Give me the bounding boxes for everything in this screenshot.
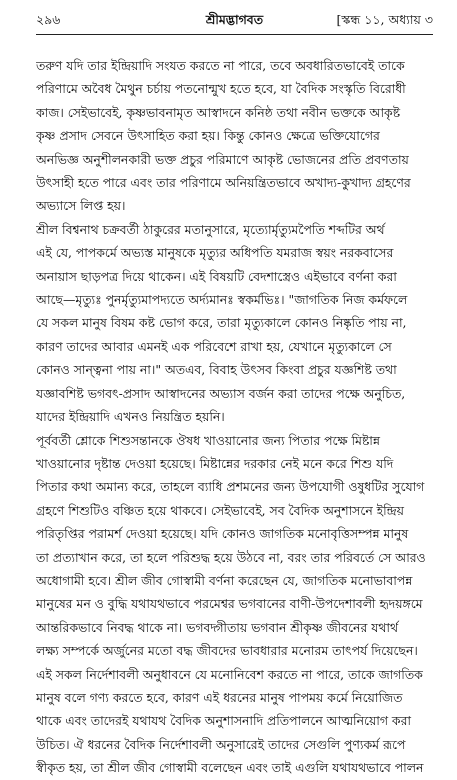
text-line: মানুষের মন ও বুদ্ধি যথাযথভাবে পরমেশ্বর ভগবানের বাণী-উপদেশাবলী হৃদয়ঙ্গমে (36, 596, 423, 612)
text-line: অধোগামী হবে। শ্রীল জীব গোস্বামী বর্ণনা করেছেন যে, জাগতিক মনোভাবাপন্ন (36, 572, 413, 588)
text-line: পিতার কথা অমান্য করে, তাহলে ব্যাধি প্রশমনের জন্য উপযোগী ওষুধটির সুযোগ (36, 479, 425, 495)
text-line: যে সকল মানুষ বিষম কষ্ট ভোগ করে, তারা মৃত্যুকালে কোনও নিষ্কৃতি পায় না, (36, 315, 407, 331)
paragraph (36, 54, 437, 218)
text-line: অনভিজ্ঞ অনুশীলনকারী ভক্ত প্রচুর পরিমাণে আকৃষ্ট ভোজনের প্রতি প্রবণতায় (36, 151, 409, 167)
text-line: আন্তরিকভাবে নিবদ্ধ থাকে না। ভগবদ্গীতায় ভগবান শ্রীকৃষ্ণ জীবনের যথার্থ (36, 619, 398, 635)
text-line: খাওয়ানোর দৃষ্টান্ত দেওয়া হয়েছে। মিষ্টান্নের দরকার নেই মনে করে শিশু যদি (36, 455, 394, 471)
text-line: পরিণামে অবৈধ মৈথুন চর্চায় পতনোন্মুখ হতে হবে, যা বৈদিক সংস্কৃতি বিরোধী (36, 81, 406, 97)
page-number: ২৯৬ (36, 12, 61, 27)
book-title: শ্রীমদ্ভাগবত (205, 12, 264, 27)
body-text (36, 54, 437, 780)
text-line: কোনও সান্ত্বনা পায় না।" অতএব, বিবাহ উৎসব কিংবা প্রচুর যজ্ঞশিষ্ট তথা (36, 362, 397, 378)
paragraph (36, 429, 437, 780)
section-reference: [স্কন্ধ ১১, অধ্যায় ৩ (336, 12, 433, 27)
text-line: উৎসাহী হতে পারে এবং তার পরিণামে অনিয়ন্ত্রিতভাবে অখাদ্য-কুখাদ্য গ্রহণের (36, 175, 411, 191)
text-line: পরিতৃপ্তির পরামর্শ দেওয়া হয়েছে। যদি কোনও জাগতিক মনোবৃত্তিসম্পন্ন মানুষ (36, 526, 409, 542)
text-line: অভ্যাসে লিপ্ত হয়। (36, 198, 126, 214)
text-line: কৃষ্ণ প্রসাদ সেবনে উৎসাহিত করা হয়। কিন্তু কোনও ক্ষেত্রে ভক্তিযোগের (36, 128, 380, 144)
running-header (36, 8, 433, 32)
text-line: থাকে এবং তাদেরই যথাযথ বৈদিক অনুশাসনাদি প্রতিপালনে আত্মনিয়োগ করা (36, 713, 411, 729)
text-line: লক্ষ্য সম্পর্কে অর্জুনের মতো বদ্ধ জীবদের ভাবধারার মনোরম তাৎপর্য দিয়েছেন। (36, 643, 418, 659)
text-line: যাদের ইন্দ্রিয়াদি এখনও নিয়ন্ত্রিত হয়নি। (36, 409, 225, 425)
text-line: অনায়াস ছাড়পত্র দিয়ে থাকেন। এই বিষয়টি বেদশাস্ত্রেও এইভাবে বর্ণনা করা (36, 268, 397, 284)
text-line: উচিত। ঐ ধরনের বৈদিক নির্দেশাবলী অনুসারেই তাদের সেগুলি পুণ্যকর্ম রূপে (36, 736, 406, 752)
paragraph (36, 218, 437, 429)
text-line: এই যে, পাপকর্মে অভ্যস্ত মানুষকে মৃত্যুর অধিপতি যমরাজ স্বয়ং নরকবাসের (36, 245, 394, 261)
text-line: পূর্ববর্তী শ্লোকে শিশুসন্তানকে ঔষধ খাওয়ানোর জন্য পিতার পক্ষে মিষ্টান্ন (36, 432, 380, 448)
text-line: মানুষ বলে গণ্য করতে হবে, কারণ এই ধরনের মানুষ পাপময় কর্মে নিয়োজিত (36, 689, 403, 705)
text-line: তা প্রত্যাখান করে, তা হলে পরিশুদ্ধ হয়ে উঠবে না, বরং তার পরিবর্তে সে আরও (36, 549, 426, 565)
text-line: কারণ তাদের আবার এমনই এক পরিবেশে রাখা হয়, যেখানে মৃত্যুকালে সে (36, 338, 392, 354)
text-line: গ্রহণে শিশুটিও বঞ্চিত হয়ে থাকবে। সেইভাবেই, সব বৈদিক অনুশাসনে ইন্দ্রিয় (36, 502, 404, 518)
text-line: তরুণ যদি তার ইন্দ্রিয়াদি সংযত করতে না পারে, তবে অবধারিতভাবেই তাকে (36, 58, 405, 73)
text-line: স্বীকৃত হয়, তা শ্রীল জীব গোস্বামী বলেছেন এবং তাই এগুলি যথাযথভাবে পালন (36, 760, 424, 776)
header-rule (36, 34, 433, 35)
text-line: শ্রীল বিশ্বনাথ চক্রবর্তী ঠাকুরের মতানুসারে, মৃত্যোর্মৃত্যুমপৈতি শব্দটির অর্থ (36, 221, 385, 237)
text-line: এই সকল নির্দেশাবলী অনুধাবনে যে মনোনিবেশ করতে না পারে, তাকে জাগতিক (36, 666, 423, 682)
text-line: যজ্ঞাবশিষ্ট ভগবৎ-প্রসাদ আস্বাদনের অভ্যাস বর্জন করা তাদের পক্ষে অনুচিত, (36, 385, 406, 401)
text-line: কাজ। সেইভাবেই, কৃষ্ণভাবনামৃত আস্বাদনে কনিষ্ঠ তথা নবীন ভক্তকে আকৃষ্ট (36, 104, 401, 120)
text-line: আছে—মৃত্যুঃ পুনর্মৃত্যুমাপদ্যতে অর্দ্যমানঃ স্বকর্মভিঃ। "জাগতিক নিজ কর্মফলে (36, 292, 408, 308)
